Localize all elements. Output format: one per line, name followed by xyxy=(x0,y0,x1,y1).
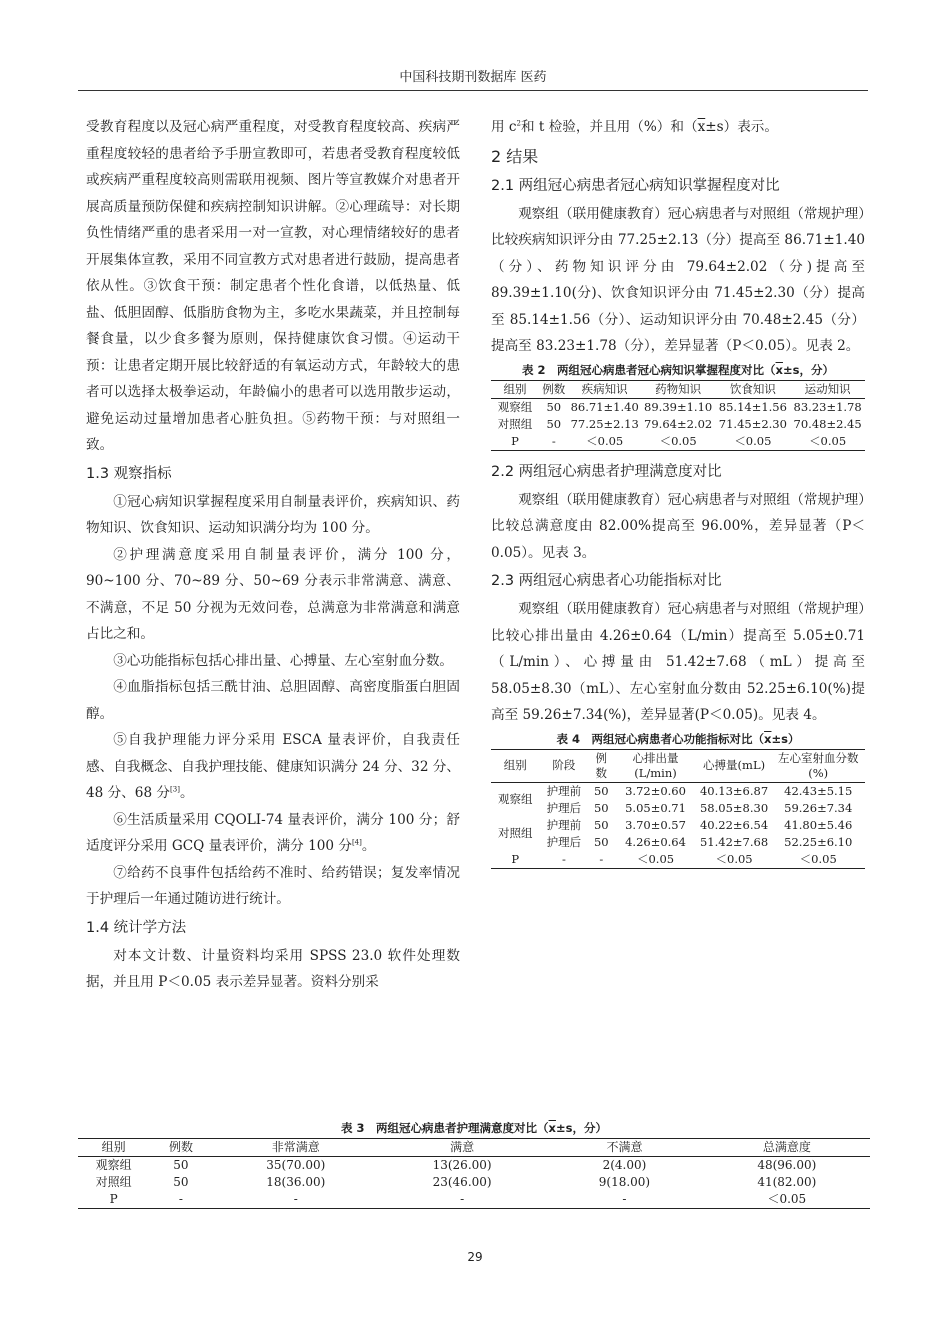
stats-cont-pre: 用 c xyxy=(491,119,517,135)
table-cell: ＜0.05 xyxy=(641,433,716,451)
caption-pre: 表 3 两组冠心病患者护理满意度对比（ xyxy=(341,1121,549,1135)
paragraph-observation-4: ④血脂指标包括三酰甘油、总胆固醇、高密度脂蛋白胆固醇。 xyxy=(86,679,460,722)
table-row xyxy=(491,800,865,817)
table-header-cell: 运动知识 xyxy=(790,380,865,398)
table-cell: 23(46.00) xyxy=(432,1175,492,1189)
section-heading-2-3: 2.3 两组冠心病患者心功能指标对比 xyxy=(491,573,722,589)
running-header: 中国科技期刊数据库 医药 xyxy=(399,70,547,85)
table-cell: 对照组 xyxy=(498,826,533,840)
table-cell: - xyxy=(588,851,614,869)
table-header-cell: 例数 xyxy=(539,380,569,398)
table-cell: 2(4.00) xyxy=(602,1158,647,1172)
caption-pre: 表 2 两组冠心病患者冠心病知识掌握程度对比（ xyxy=(522,362,776,377)
table-cell: - xyxy=(540,851,589,869)
table-cell: 40.22±6.54 xyxy=(699,817,769,832)
stats-cont-post: ±s）表示。 xyxy=(705,119,778,135)
observation-5-end: 。 xyxy=(179,785,194,801)
table-cell: 9(18.00) xyxy=(598,1175,651,1189)
table-cell: 79.64±2.02 xyxy=(644,416,713,431)
table-cell: P xyxy=(78,1191,149,1209)
section-heading-2-1: 2.1 两组冠心病患者冠心病知识掌握程度对比 xyxy=(491,177,780,194)
table-cell: ＜0.05 xyxy=(697,851,772,869)
paragraph-continued: 受教育程度以及冠心病严重程度，对受教育程度较高、疾病严重程度较轻的患者给予手册宣教即可，若患者受教育程度较低或疾病严重程度较高则需联用视频、图片等宣教媒介对患者开展高质量预防保健和疾病控制知识讲解。②心理疏导：对长期负性情绪严重的患者采用一对一宣教，对心理情绪较好的患者开展集体宣教，采用不同宣教方式对患者进行鼓励，提高患者依从性。③饮食干预：制定患者个性化食谱，以低热量、低盐、低胆固醇、低脂肪食物为主，多吃水果蔬菜，并且控制每餐食量，以少食多餐为原则，保持健康饮食习惯。④运动干预：让患者定期开展比较舒适的有氧运动方式，年龄较大的患者可以选择太极拳运动，年龄偏小的患者可以选用散步运动，避免运动过量增加患者心脏负担。⑤药物干预：与对照组一致。 xyxy=(86,119,460,453)
table-cell: ＜0.05 xyxy=(614,851,696,869)
caption-post: ±s，分） xyxy=(782,362,834,377)
table-cell: 护理前 xyxy=(546,817,582,832)
table-row xyxy=(491,851,865,869)
paragraph-observation-2: ②护理满意度采用自制量表评价，满分 100 分，90~100 分、70~89 分、50~69 分表示非常满意、满意、不满意，不足 50 分视为无效问卷，总满意为非常满意和满意占比之和。 xyxy=(86,546,460,642)
paragraph-observation-5 xyxy=(86,727,460,807)
table-3 xyxy=(78,1138,870,1209)
table-header-cell: 饮食知识 xyxy=(716,380,791,398)
table-cell: 4.26±0.64 xyxy=(625,834,686,849)
header-rule xyxy=(78,90,868,91)
section-heading-1-3: 1.3 观察指标 xyxy=(86,465,172,482)
table-cell: 50 xyxy=(173,1175,189,1189)
table-cell: 41.80±5.46 xyxy=(784,817,853,832)
table-cell: 52.25±6.10 xyxy=(784,834,853,849)
table-header-cell: 组别 xyxy=(491,749,540,782)
table-cell: 50 xyxy=(546,399,562,414)
table-cell: 42.43±5.15 xyxy=(784,783,853,798)
table-cell: ＜0.05 xyxy=(569,433,641,451)
paragraph-observation-6 xyxy=(86,807,460,860)
table-cell: 40.13±6.87 xyxy=(699,783,769,798)
citation-3: [3] xyxy=(170,785,180,794)
caption-post: ±s） xyxy=(771,731,800,746)
table-cell: - xyxy=(213,1191,379,1209)
table-header-cell: 满意 xyxy=(379,1139,545,1157)
table-cell: 护理后 xyxy=(546,834,582,849)
table-3-block xyxy=(78,1118,870,1209)
page-number: 29 xyxy=(467,1250,483,1264)
table-cell: 13(26.00) xyxy=(432,1158,492,1172)
table-header-cell: 疾病知识 xyxy=(569,380,641,398)
table-cell: 71.45±2.30 xyxy=(718,416,787,431)
table-header-cell: 阶段 xyxy=(540,749,589,782)
table-cell: 89.39±1.10 xyxy=(644,399,713,414)
table-header-cell: 药物知识 xyxy=(641,380,716,398)
table-cell: 50 xyxy=(173,1158,189,1172)
table-row xyxy=(78,1157,870,1175)
table-cell: 50 xyxy=(593,800,609,815)
table-row xyxy=(491,398,865,416)
table-cell: 对照组 xyxy=(497,416,533,431)
table-cell: 5.05±0.71 xyxy=(625,800,686,815)
table-cell: P xyxy=(491,433,539,451)
xbar-symbol: $\overline{x}$ xyxy=(697,119,706,135)
table-4 xyxy=(491,749,865,869)
table-cell: 对照组 xyxy=(95,1175,132,1189)
table-row xyxy=(491,782,865,800)
table-row xyxy=(491,416,865,433)
caption-post: ±s，分） xyxy=(555,1121,607,1135)
table-cell: - xyxy=(539,433,569,451)
table-4-caption xyxy=(491,731,865,747)
table-row xyxy=(491,817,865,834)
paragraph-result-2-3: 观察组（联用健康教育）冠心病患者与对照组（常规护理）比较心排出量由 4.26±0.64（L/min）提高至 5.05±0.71（L/min）、心搏量由 51.42±7.68（mL）提高至 58.05±8.30（mL）、左心室射血分数由 52.25±6.10(%)提高至 59.26±7.34(%)，差异显著(P＜0.05)。见表 4。 xyxy=(491,601,865,723)
table-cell: ＜0.05 xyxy=(716,433,791,451)
table-cell: 3.70±0.57 xyxy=(625,817,686,832)
table-cell: 48(96.00) xyxy=(757,1158,817,1172)
table-cell: 护理前 xyxy=(546,783,582,798)
table-cell: 观察组 xyxy=(95,1158,132,1172)
paragraph-result-2-2: 观察组（联用健康教育）冠心病患者与对照组（常规护理）比较总满意度由 82.00%提高至 96.00%，差异显著（P＜0.05）。见表 3。 xyxy=(491,491,865,561)
table-header-cell: 心搏量(mL) xyxy=(697,749,772,782)
table-cell: 70.48±2.45 xyxy=(793,416,862,431)
paragraph-observation-7: ⑦给药不良事件包括给药不准时、给药错误；复发率情况于护理后一年通过随访进行统计。 xyxy=(86,864,460,907)
table-cell: 护理后 xyxy=(546,800,582,815)
table-cell: 观察组 xyxy=(498,792,533,806)
table-cell: ＜0.05 xyxy=(704,1191,870,1209)
table-2 xyxy=(491,380,865,451)
table-cell: P xyxy=(491,851,540,869)
table-header-cell: 左心室射血分数(%) xyxy=(771,749,865,782)
paragraph-result-2-1: 观察组（联用健康教育）冠心病患者与对照组（常规护理）比较疾病知识评分由 77.25±2.13（分）提高至 86.71±1.40（分）、药物知识评分由 79.64±2.02（分)提高至 89.39±1.10(分)、饮食知识评分由 71.45±2.30（分）提高至 85.14±1.56（分）、运动知识评分由 70.48±2.45（分）提高至 83.23±1.78（分），差异显著（P＜0.05）。见表 2。 xyxy=(491,205,865,354)
table-cell: - xyxy=(149,1191,212,1209)
paragraph-statistics-cont xyxy=(491,114,865,141)
table-cell: 50 xyxy=(593,834,609,849)
table-header-cell: 总满意度 xyxy=(704,1139,870,1157)
table-cell: 59.26±7.34 xyxy=(784,800,853,815)
table-3-caption xyxy=(78,1120,870,1136)
table-cell: 50 xyxy=(546,416,562,431)
table-cell: 3.72±0.60 xyxy=(625,783,686,798)
section-heading-1-4: 1.4 统计学方法 xyxy=(86,919,187,936)
section-heading-2-2: 2.2 两组冠心病患者护理满意度对比 xyxy=(491,463,722,480)
table-cell: ＜0.05 xyxy=(790,433,865,451)
right-column xyxy=(491,114,865,869)
caption-pre: 表 4 两组冠心病患者心功能指标对比（ xyxy=(556,731,765,746)
xbar-symbol: $\overline{x}$ xyxy=(548,1121,556,1135)
table-cell: 83.23±1.78 xyxy=(793,399,862,414)
table-cell: ＜0.05 xyxy=(771,851,865,869)
xbar-symbol: $\overline{x}$ xyxy=(764,731,772,746)
table-header-cell: 例数 xyxy=(588,749,614,782)
section-heading-2: 2 结果 xyxy=(491,146,539,166)
observation-6-text: ⑥生活质量采用 CQOLI-74 量表评价，满分 100 分；舒适度评分采用 GCQ 量表评价，满分 100 分 xyxy=(86,811,460,854)
paragraph-observation-3: ③心功能指标包括心排出量、心搏量、左心室射血分数。 xyxy=(113,652,454,669)
table-header-cell: 例数 xyxy=(149,1139,212,1157)
table-cell: 77.25±2.13 xyxy=(570,416,639,431)
chi-square-sup: 2 xyxy=(516,119,521,128)
table-cell: 18(36.00) xyxy=(266,1175,326,1189)
xbar-symbol: $\overline{x}$ xyxy=(775,362,783,377)
left-column xyxy=(86,114,460,996)
table-cell: 35(70.00) xyxy=(266,1158,326,1172)
table-header-cell: 组别 xyxy=(491,380,539,398)
table-row xyxy=(491,433,865,451)
table-row xyxy=(78,1191,870,1209)
table-cell: 41(82.00) xyxy=(757,1175,817,1189)
observation-5-text: ⑤自我护理能力评分采用 ESCA 量表评价，自我责任感、自我概念、自我护理技能、健康知识满分 24 分、32 分、48 分、68 分 xyxy=(86,732,460,801)
paragraph-statistics: 对本文计数、计量资料均采用 SPSS 23.0 软件处理数据，并且用 P＜0.05 表示差异显著。资料分别采 xyxy=(86,947,460,990)
table-cell: 观察组 xyxy=(497,399,533,414)
table-cell: 50 xyxy=(593,817,609,832)
table-cell: 50 xyxy=(593,783,609,798)
table-header-cell: 心排出量(L/min) xyxy=(614,749,696,782)
table-cell: 51.42±7.68 xyxy=(699,834,769,849)
table-cell: 58.05±8.30 xyxy=(699,800,769,815)
observation-6-end: 。 xyxy=(361,838,376,854)
table-row xyxy=(78,1174,870,1191)
table-header-cell: 非常满意 xyxy=(213,1139,379,1157)
table-cell: 85.14±1.56 xyxy=(718,399,787,414)
stats-cont-mid: 和 t 检验，并且用（%）和（ xyxy=(521,119,698,135)
table-header-cell: 组别 xyxy=(78,1139,149,1157)
table-cell: - xyxy=(379,1191,545,1209)
table-header-cell: 不满意 xyxy=(545,1139,703,1157)
table-row xyxy=(491,834,865,851)
table-cell: - xyxy=(545,1191,703,1209)
table-cell: 86.71±1.40 xyxy=(570,399,639,414)
citation-4: [4] xyxy=(351,838,362,847)
paragraph-observation-1: ①冠心病知识掌握程度采用自制量表评价，疾病知识、药物知识、饮食知识、运动知识满分均为 100 分。 xyxy=(86,493,460,536)
table-2-caption xyxy=(491,362,865,378)
